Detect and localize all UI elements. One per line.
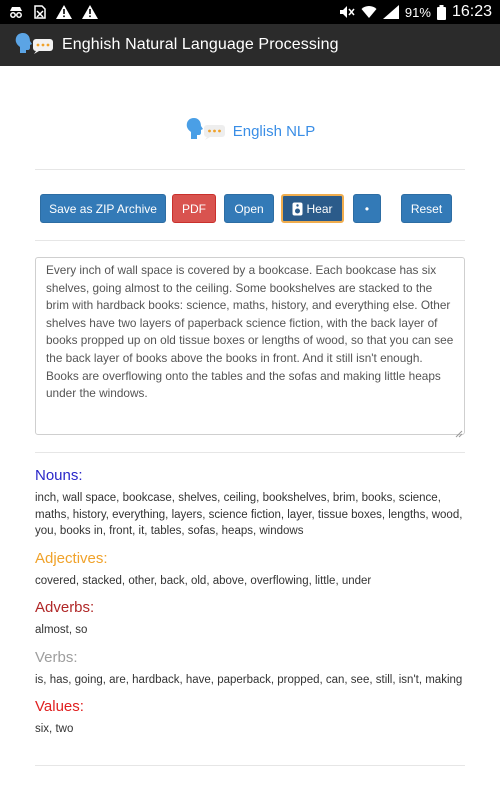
dot-button[interactable]: • [353, 194, 381, 223]
brand-header [0, 116, 500, 146]
brand-name: English NLP [232, 122, 316, 140]
adjectives-title: Adjectives: [35, 549, 108, 567]
adverbs-list: almost, so [35, 624, 88, 636]
open-button[interactable]: Open [224, 194, 274, 223]
brand-logo-icon [185, 117, 227, 146]
wifi-icon [361, 5, 377, 19]
app-title: Enghish Natural Language Processing [62, 36, 339, 53]
warning-icon [56, 5, 72, 19]
divider-bottom [35, 765, 465, 766]
incognito-icon [8, 6, 24, 18]
verbs-list: is, has, going, are, hardback, have, paperback, propped, can, see, still, isn't, making [35, 673, 463, 686]
values-title: Values: [35, 698, 84, 715]
warning-icon-2 [82, 5, 98, 19]
divider-top [35, 169, 465, 170]
adverbs-title: Adverbs: [35, 599, 95, 616]
battery-icon [437, 5, 446, 20]
mute-icon [339, 5, 355, 19]
signal-icon [383, 5, 399, 19]
battery-percent: 91% [404, 4, 431, 20]
adjectives-list: covered, stacked, other, back, old, above, overflowing, little, under [35, 574, 372, 587]
pdf-button[interactable]: PDF [172, 194, 216, 223]
app-bar [0, 24, 500, 66]
results [35, 467, 465, 748]
hear-label: Hear [306, 201, 333, 216]
hear-button[interactable] [281, 194, 344, 223]
nouns-list: inch, wall space, bookcase, shelves, ceiling, bookshelves, brim, books, science, maths, history, everything, layers, science fiction, layer, tissue boxes, lengths, wood, you, books in, front, it, tables, sofas, heaps, windows [35, 492, 463, 537]
status-bar [0, 0, 500, 24]
nouns-title: Nouns: [35, 467, 83, 484]
divider-mid [35, 240, 465, 241]
clock: 16:23 [451, 3, 492, 20]
resize-grip-icon[interactable] [455, 425, 463, 443]
values-list: six, two [35, 723, 74, 735]
text-input[interactable] [35, 257, 465, 435]
reset-button[interactable]: Reset [401, 194, 452, 223]
no-sim-icon [34, 5, 46, 19]
app-logo-icon [14, 31, 54, 60]
save-zip-button[interactable]: Save as ZIP Archive [40, 194, 166, 223]
toolbar [40, 194, 460, 224]
divider-results [35, 452, 465, 453]
speaker-icon [292, 202, 303, 216]
verbs-title: Verbs: [35, 648, 78, 666]
